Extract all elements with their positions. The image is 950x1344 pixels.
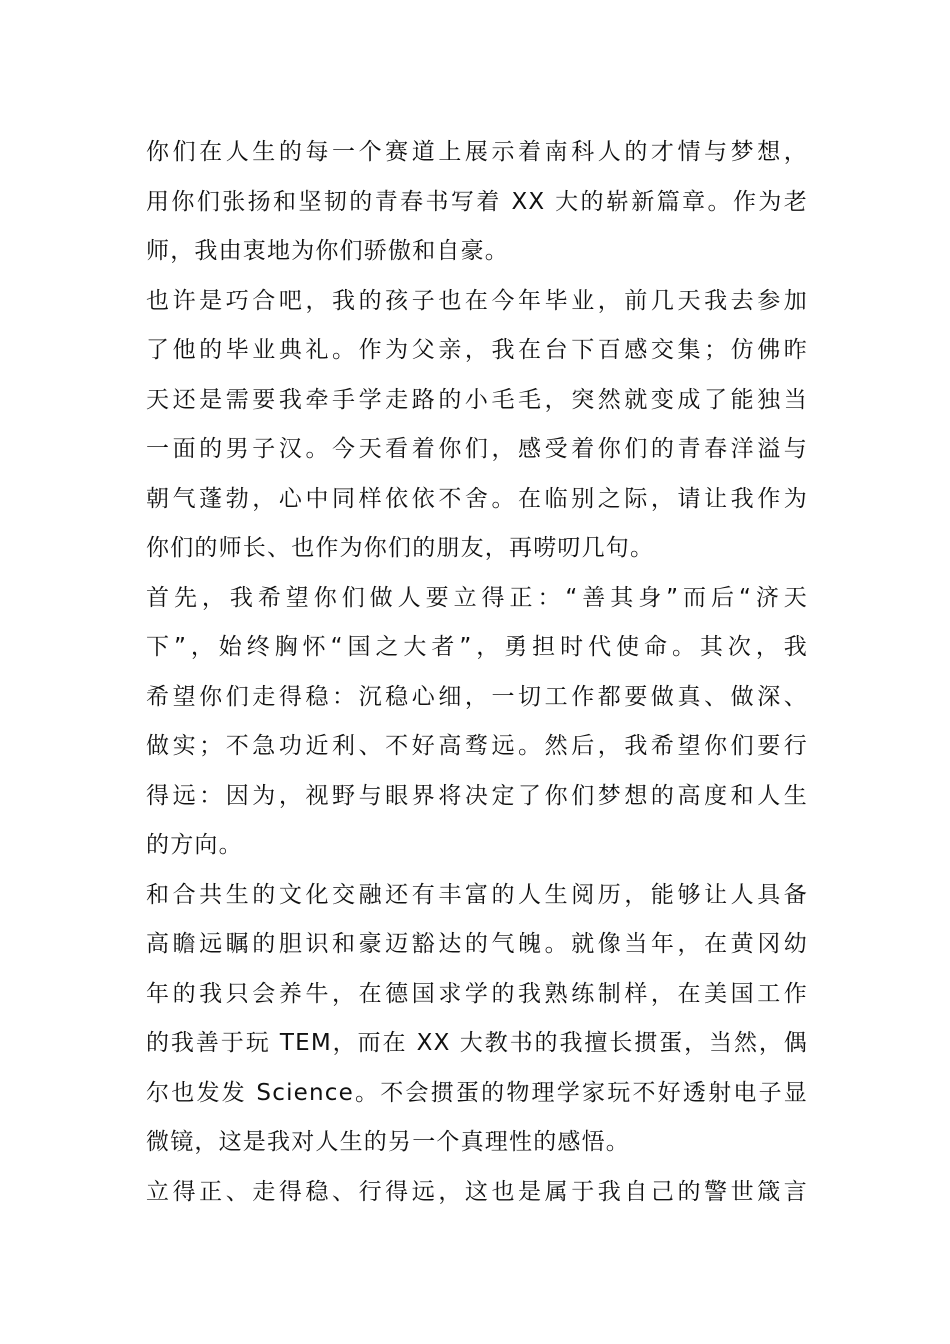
text-line: 朝气蓬勃，心中同样依依不舍。在临别之际，请让我作为 <box>146 485 808 512</box>
text-line: 和合共生的文化交融还有丰富的人生阅历，能够让人具备 <box>146 881 808 908</box>
text-line: 的方向。 <box>146 832 243 858</box>
text-line: 用你们张扬和坚韧的青春书写着 XX 大的崭新篇章。作为老 <box>146 188 808 215</box>
text-line: 得远：因为，视野与眼界将决定了你们梦想的高度和人生 <box>146 782 808 809</box>
text-line: 做实；不急功近利、不好高骛远。然后，我希望你们要行 <box>146 733 808 759</box>
text-line: 师，我由衷地为你们骄傲和自豪。 <box>146 238 509 264</box>
text-line: 立得正、走得稳、行得远，这也是属于我自己的警世箴言 <box>146 1178 808 1205</box>
paragraph-1 <box>146 128 808 277</box>
text-line: 年的我只会养牛，在德国求学的我熟练制样，在美国工作 <box>146 980 808 1007</box>
text-line: 首先，我希望你们做人要立得正：“善其身”而后“济天 <box>146 584 808 611</box>
document-body <box>146 128 808 1217</box>
text-line: 高瞻远瞩的胆识和豪迈豁达的气魄。就像当年，在黄冈幼 <box>146 931 808 957</box>
text-line: 也许是巧合吧，我的孩子也在今年毕业，前几天我去参加 <box>146 287 808 314</box>
text-line: 了他的毕业典礼。作为父亲，我在台下百感交集；仿佛昨 <box>146 337 808 363</box>
paragraph-5 <box>146 1168 808 1218</box>
text-line: 的我善于玩 TEM，而在 XX 大教书的我擅长掼蛋，当然，偶 <box>146 1030 808 1056</box>
paragraph-4 <box>146 871 808 1168</box>
text-line: 希望你们走得稳：沉稳心细，一切工作都要做真、做深、 <box>146 683 808 710</box>
paragraph-3 <box>146 574 808 871</box>
text-line: 下”，始终胸怀“国之大者”，勇担时代使命。其次，我 <box>146 634 808 660</box>
text-line: 你们在人生的每一个赛道上展示着南科人的才情与梦想， <box>146 139 808 165</box>
text-line: 微镜，这是我对人生的另一个真理性的感悟。 <box>146 1129 630 1155</box>
text-line: 天还是需要我牵手学走路的小毛毛，突然就变成了能独当 <box>146 386 808 413</box>
text-line: 尔也发发 Science。不会掼蛋的物理学家玩不好透射电子显 <box>146 1079 808 1106</box>
text-line: 一面的男子汉。今天看着你们，感受着你们的青春洋溢与 <box>146 436 808 462</box>
paragraph-2 <box>146 277 808 574</box>
text-line: 你们的师长、也作为你们的朋友，再唠叨几句。 <box>146 535 655 561</box>
